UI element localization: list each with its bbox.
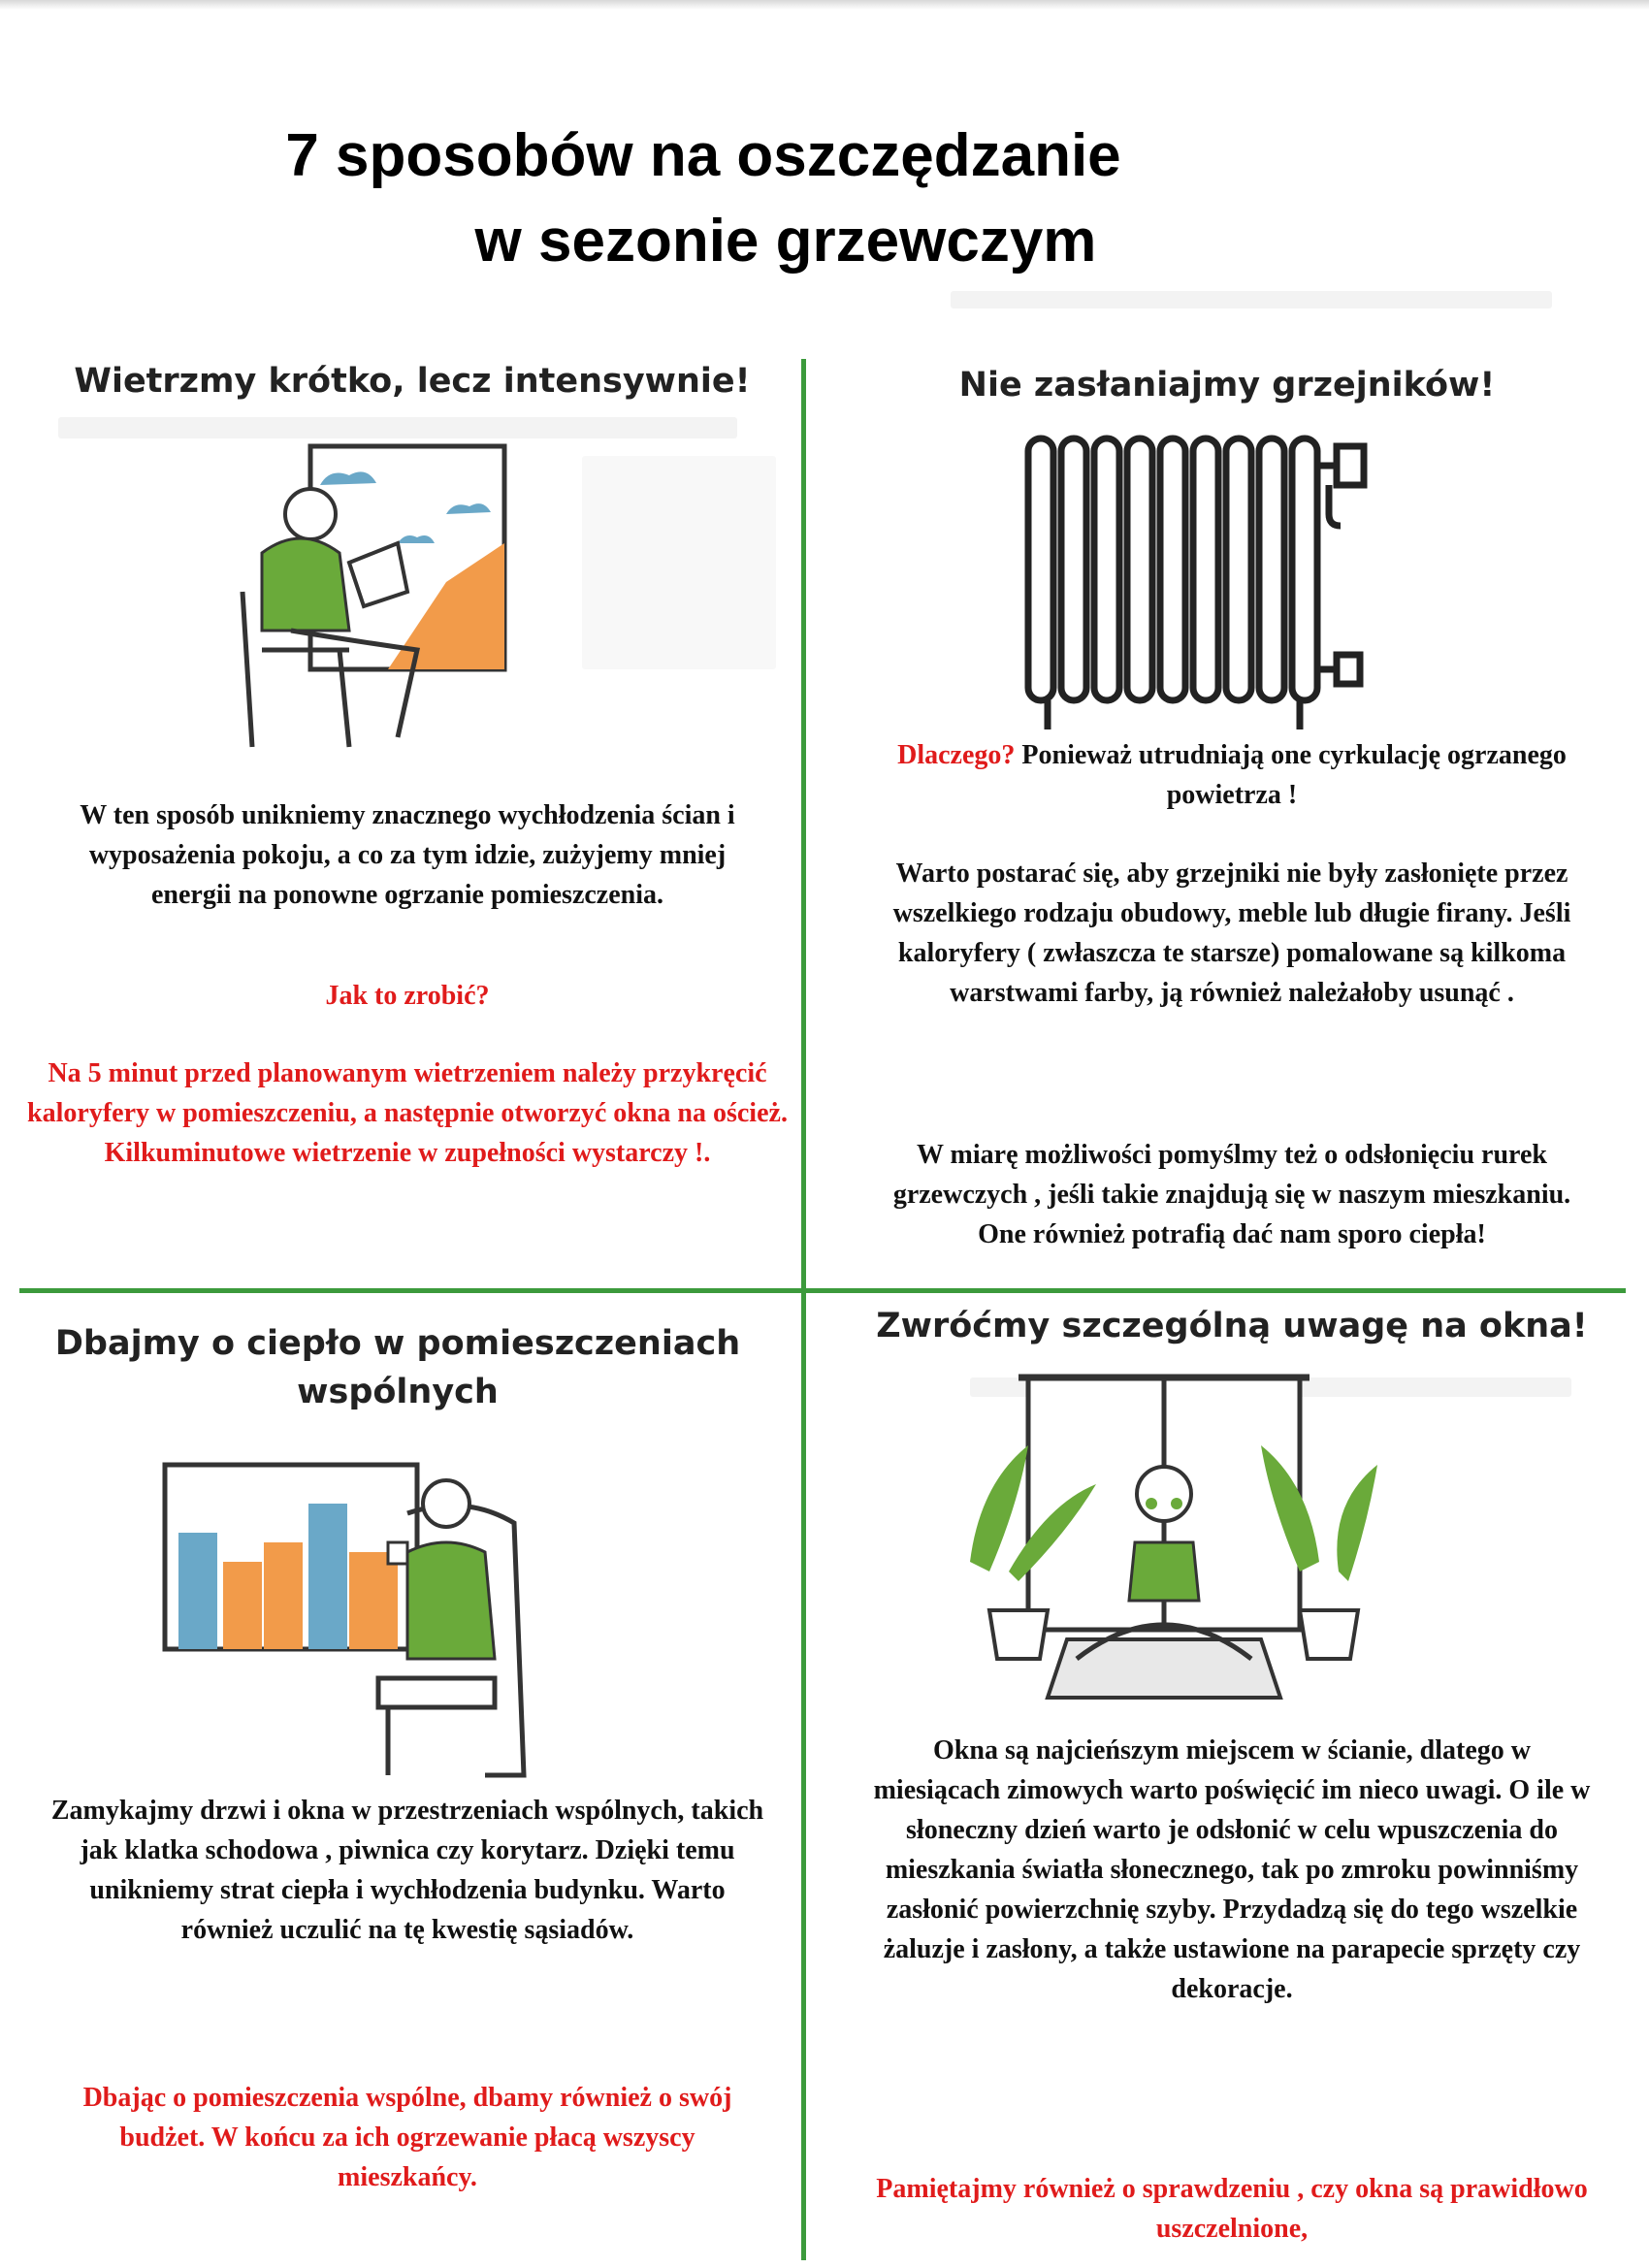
section-1-question: Jak to zrobić? [325, 981, 490, 1011]
page-title-line-1: 7 sposobów na oszczędzanie [285, 121, 1121, 189]
woman-stretching-by-window-illustration [951, 1368, 1397, 1727]
section-2-text-2: W miarę możliwości pomyślmy też o odsłonięciu rurek grzewczych , jeśli takie znajdują się w naszym mieszkaniu. One również potrafią dać nam sporo ciepła! [892, 1140, 1571, 1249]
section-2-text-1: Warto postarać się, aby grzejniki nie były zasłonięte przez wszelkiego rodzaju obudowy, meble lub długie firany. Jeśli kaloryfery ( zwłaszcza te starsze) pomalowane są kilkoma warstwami farby, ją również należałoby usunąć . [892, 859, 1571, 1008]
section-2-why-label: Dlaczego? [897, 740, 1016, 770]
background-ghost [951, 291, 1552, 308]
section-4-text: Okna są najcieńszym miejscem w ścianie, dlatego w miesiącach zimowych warto poświęcić im nieco uwagi. O ile w słoneczny dzień warto je odsłonić w celu wpuszczenia do mieszkania światła słonecznego, tak po zmroku powinniśmy zasłonić powierzchnię szyby. Przydadzą się do tego wszelkie żaluzje i zasłony, a także ustawione na parapecie sprzęty czy dekoracje. [873, 1735, 1591, 2004]
section-1-text: W ten sposób unikniemy znacznego wychłodzenia ścian i wyposażenia pokoju, a co za tym idzie, zużyjemy mniej energii na ponowne ogrzanie pomieszczenia. [80, 800, 735, 910]
section-3-red-text: Dbając o pomieszczenia wspólne, dbamy również o swój budżet. W końcu za ich ogrzewanie płacą wszyscy mieszkańcy. [82, 2083, 732, 2192]
man-in-armchair-with-city-view-illustration [155, 1455, 563, 1785]
section-3-heading: Dbajmy o ciepło w pomieszczeniach wspólnych [54, 1324, 741, 1411]
section-1-answer: Na 5 minut przed planowanym wietrzeniem należy przykręcić kaloryfery w pomieszczeniu, a następnie otworzyć okna na oścież. Kilkuminutowe wietrzenie w zupełności wystarczy !. [27, 1058, 788, 1168]
section-4-red-text: Pamiętajmy również o sprawdzeniu , czy okna są prawidłowo uszczelnione, [876, 2174, 1588, 2244]
section-1-heading: Wietrzmy krótko, lecz intensywnie! [74, 362, 751, 401]
section-4-heading: Zwróćmy szczególną uwagę na okna! [876, 1307, 1588, 1345]
radiator-illustration [1009, 427, 1377, 737]
section-2-heading: Nie zasłaniajmy grzejników! [958, 366, 1496, 405]
page-title-line-2: w sezonie grzewczym [474, 207, 1097, 275]
background-ghost [582, 456, 776, 669]
vertical-divider [801, 359, 806, 2260]
section-3-text: Zamykajmy drzwi i okna w przestrzeniach wspólnych, takich jak klatka schodowa , piwnica czy korytarz. Dzięki temu unikniemy strat ciepła i wychłodzenia budynku. Warto również uczulić na tę kwestię sąsiadów. [50, 1796, 764, 1945]
woman-reading-by-window-illustration [204, 427, 534, 757]
section-2-why-text: Ponieważ utrudniają one cyrkulację ogrzanego powietrza ! [1021, 740, 1567, 810]
horizontal-divider [19, 1288, 1626, 1293]
section-2-why [892, 735, 1571, 815]
scan-edge [0, 0, 1649, 10]
